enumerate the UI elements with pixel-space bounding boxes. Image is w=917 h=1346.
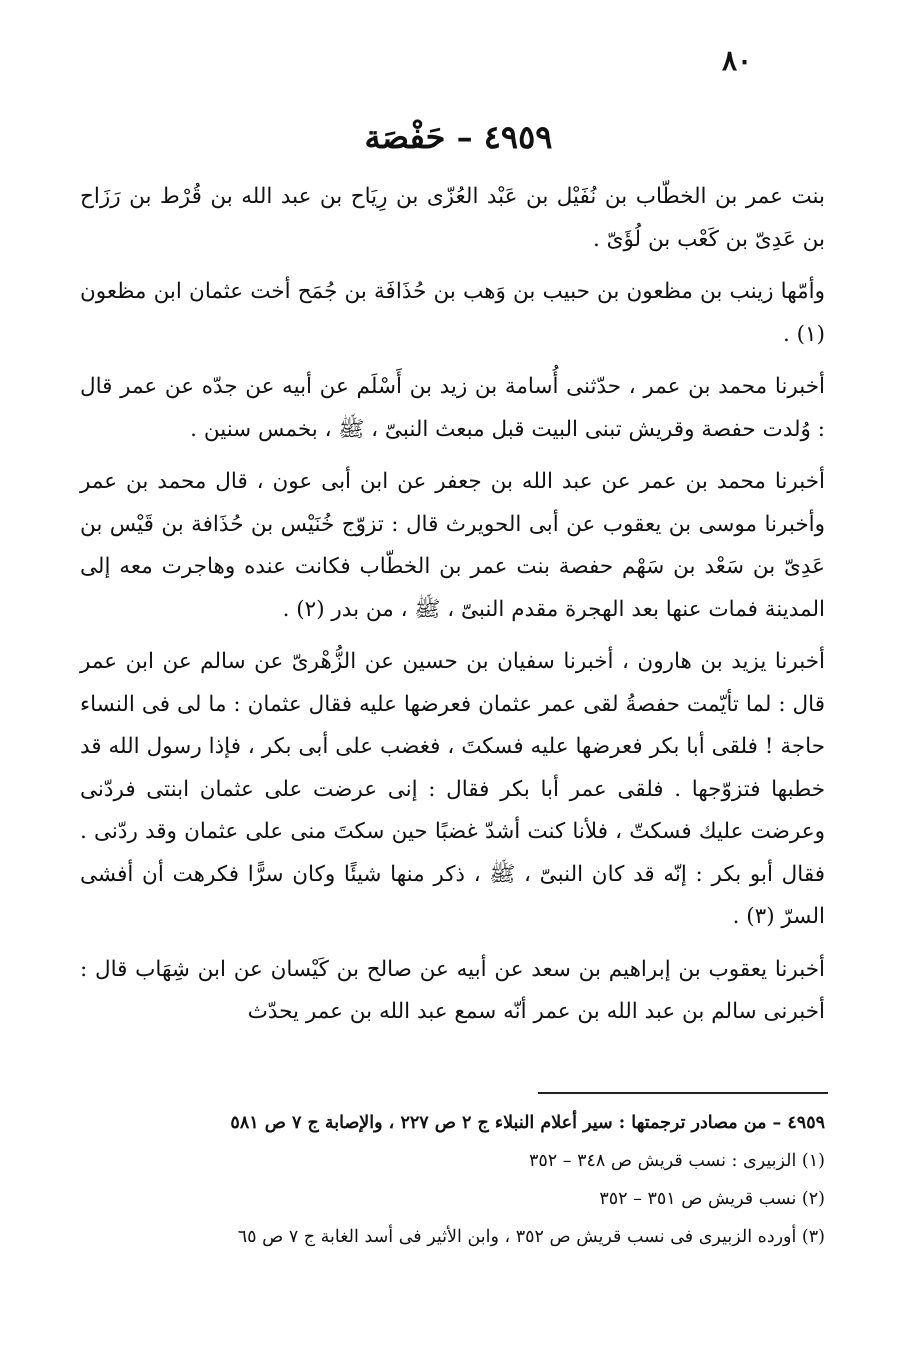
- footnote-3: (٣) أورده الزبيرى فى نسب قريش ص ٣٥٢ ، وابن الأثير فى أسد الغابة ج ٧ ص ٦٥: [237, 1227, 825, 1247]
- footnotes: [95, 1104, 825, 1256]
- footnote-divider: [538, 1092, 828, 1094]
- paragraph-ibn-shihab: أخبرنا يعقوب بن إبراهيم بن سعد عن أبيه عن صالح بن كَيْسان عن ابن شِهَاب قال : أخبرنى سالم بن عبد الله بن عمر أنّه سمع عبد الله بن عمر يحدّث: [80, 956, 825, 1024]
- paragraph-lineage: بنت عمر بن الخطّاب بن نُفَيْل بن عَبْد العُزّى بن رِيَاح بن عبد الله بن قُرْط بن رَزَاح بن عَدِىّ بن كَعْب بن لُؤَىّ .: [80, 184, 825, 252]
- paragraph-birth: أخبرنا محمد بن عمر ، حدّثنى أُسامة بن زيد بن أَسْلَم عن أبيه عن جدّه عن عمر قال : وُلدت حفصة وقريش تبنى البيت قبل مبعث النبىّ ، ﷺ ، بخمس سنين .: [80, 374, 825, 442]
- paragraph-widowhood: أخبرنا يزيد بن هارون ، أخبرنا سفيان بن حسين عن الزُّهْرىّ عن سالم عن ابن عمر قال : لما تأيّمت حفصةُ لقى عمر عثمان فعرضها عليه فقال عثمان : ما لى فى النساء حاجة ! فلقى أبا بكر فعرضها عليه فسكتَ ، فغضب على أبى بكر ، فإذا رسول الله قد خطبها فتزوّجها . فلقى عمر أبا بكر فقال : إنى عرضت على عثمان ابنتى فردّنى وعرضت عليك فسكتّ ، فلأنا كنت أشدّ غضبًا حين سكتَ منى على عثمان وقد ردّنى . فقال أبو بكر : إنّه قد كان النبىّ ، ﷺ ، ذكر منها شيئًا وكان سرًّا فكرهت أن أفشى السرّ (٣) .: [80, 649, 825, 929]
- footnote-1: (١) الزبيرى : نسب قريش ص ٣٤٨ – ٣٥٢: [528, 1151, 825, 1171]
- entry-title: ٤٩٥٩ – حَفْصَة: [364, 118, 553, 156]
- paragraph-mother: وأمّها زينب بن مظعون بن حبيب بن وَهب بن حُذَافَة بن جُمَح أخت عثمان ابن مظعون (١) .: [80, 279, 825, 347]
- page-number: ٨٠: [722, 44, 753, 77]
- paragraph-marriage: أخبرنا محمد بن عمر عن عبد الله بن جعفر عن ابن أبى عون ، قال محمد بن عمر وأخبرنا موسى بن يعقوب عن أبى الحويرث قال : تزوّج خُنَيْس بن حُذَافة بن قَيْس بن عَدِىّ بن سَعْد بن سَهْم حفصة بنت عمر بن الخطّاب فكانت عنده وهاجرت معه إلى المدينة فمات عنها بعد الهجرة مقدم النبىّ ، ﷺ ، من بدر (٢) .: [80, 469, 825, 622]
- footnote-2: (٢) نسب قريش ص ٣٥١ – ٣٥٢: [599, 1189, 825, 1209]
- footnote-sources: ٤٩٥٩ – من مصادر ترجمتها : سير أعلام النبلاء ج ٢ ص ٢٢٧ ، والإصابة ج ٧ ص ٥٨١: [230, 1113, 825, 1133]
- body-text: [80, 176, 825, 1034]
